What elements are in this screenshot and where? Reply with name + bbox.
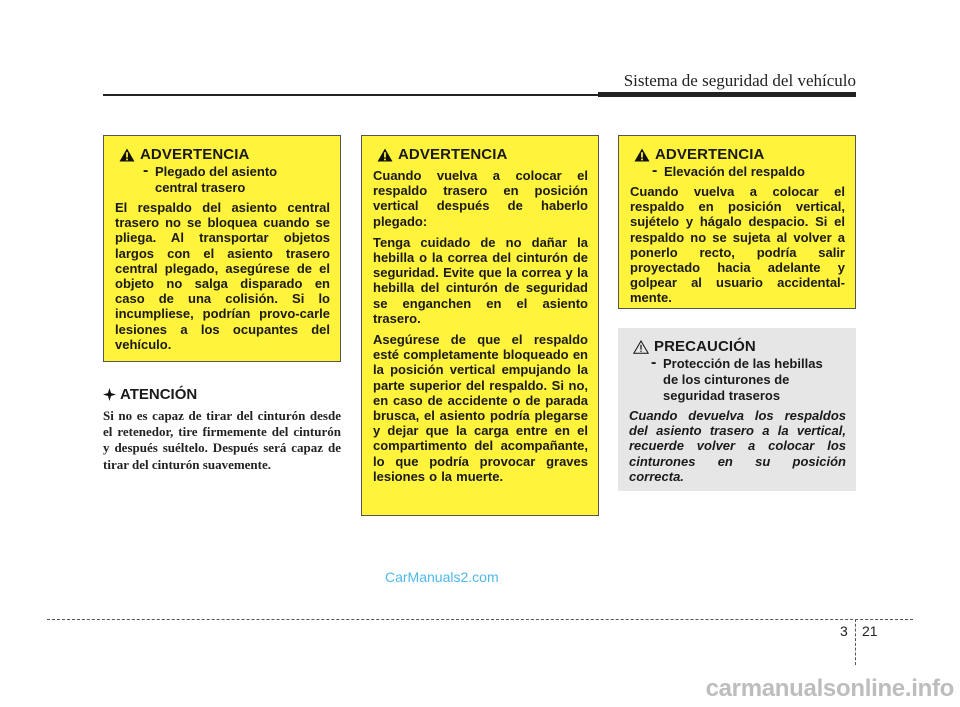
warning-subtitle: - Plegado del asiento central trasero — [143, 164, 330, 195]
attention-text: Si no es capaz de tirar del cinturón desde el retenedor, tire firmemente del cinturón y después suéltelo. Después será capaz de tirar del cinturón suavemente. — [103, 408, 341, 472]
warning-paragraph: Cuando vuelva a colocar el respaldo trasero en posición vertical después de haberlo plegado: — [373, 168, 588, 229]
page-number: 21 — [862, 623, 878, 639]
subtitle-line: seguridad traseros — [663, 388, 781, 403]
attention-title: ATENCIÓN — [120, 386, 198, 403]
warning-triangle-icon — [634, 148, 650, 162]
caution-triangle-icon — [633, 340, 649, 354]
page-number-divider — [855, 619, 856, 665]
caution-paragraph: Cuando devuelva los respaldos del asiento trasero a la vertical, recuerde volver a colocar los cinturones en su posición correcta. — [629, 408, 846, 484]
subtitle-line: de los cinturones de — [663, 372, 790, 387]
subtitle-line: central trasero — [155, 180, 246, 195]
warning-header — [634, 146, 845, 163]
warning-paragraph: Asegúrese de que el respaldo esté completamente bloqueado en la posición vertical empujando la parte superior del respaldo. Si no, en caso de accidente o de parada brusca, el asiento podría plegarse y dejar que la carga entre en el compartimento del acompañante, lo que podría provocar graves lesiones o la muerte. — [373, 332, 588, 484]
caution-header — [633, 338, 846, 355]
warning-title: ADVERTENCIA — [655, 146, 765, 163]
header-rule-accent — [598, 92, 856, 97]
subtitle-line: Plegado del asiento — [155, 164, 278, 179]
warning-paragraph: Cuando vuelva a colocar el respaldo en posición vertical, sujételo y hágalo despacio. Si el respaldo no se sujeta al volver a ponerlo recto, podría salir proyectado hacia adelante y golpear al usuario accidental-mente. — [630, 184, 845, 306]
warning-paragraph: El respaldo del asiento central trasero no se bloquea cuando se pliega. Al transportar objetos largos con el asiento trasero central plegado, asegúrese de el objeto no salga disparado en caso de una colisión. Si lo incumpliese, podrían provo-carle lesiones a los ocupantes del vehículo. — [115, 200, 330, 352]
subtitle-line: Protección de las hebillas — [663, 356, 823, 371]
warning-triangle-icon — [119, 148, 135, 162]
warning-title: ADVERTENCIA — [140, 146, 250, 163]
attention-note — [103, 386, 341, 473]
chapter-number: 3 — [840, 623, 848, 639]
site-watermark: carmanualsonline.info — [705, 675, 954, 702]
warning-header — [119, 146, 330, 163]
warning-box-seatback-raise — [618, 135, 856, 309]
warning-triangle-icon — [377, 148, 393, 162]
footer-rule — [47, 619, 913, 620]
page-header-title: Sistema de seguridad del vehículo — [623, 71, 856, 90]
attention-header — [103, 386, 341, 403]
warning-title: ADVERTENCIA — [398, 146, 508, 163]
watermark-link[interactable]: CarManuals2.com — [385, 569, 499, 585]
warning-header — [377, 146, 588, 163]
caution-box-buckles — [618, 328, 856, 491]
warning-subtitle: - Elevación del respaldo — [652, 162, 805, 179]
caution-title: PRECAUCIÓN — [654, 338, 756, 355]
cross-star-icon — [103, 388, 116, 401]
warning-box-seatback-return — [361, 135, 599, 516]
warning-box-center-seat — [103, 135, 341, 362]
subtitle-line: Elevación del respaldo — [664, 164, 805, 179]
warning-paragraph: Tenga cuidado de no dañar la hebilla o la correa del cinturón de seguridad. Evite que la correa y la hebilla del cinturón de seguridad se enganchen en el asiento trasero. — [373, 234, 588, 326]
caution-subtitle: - Protección de las hebillas de los cinturones de seguridad traseros — [651, 356, 846, 403]
